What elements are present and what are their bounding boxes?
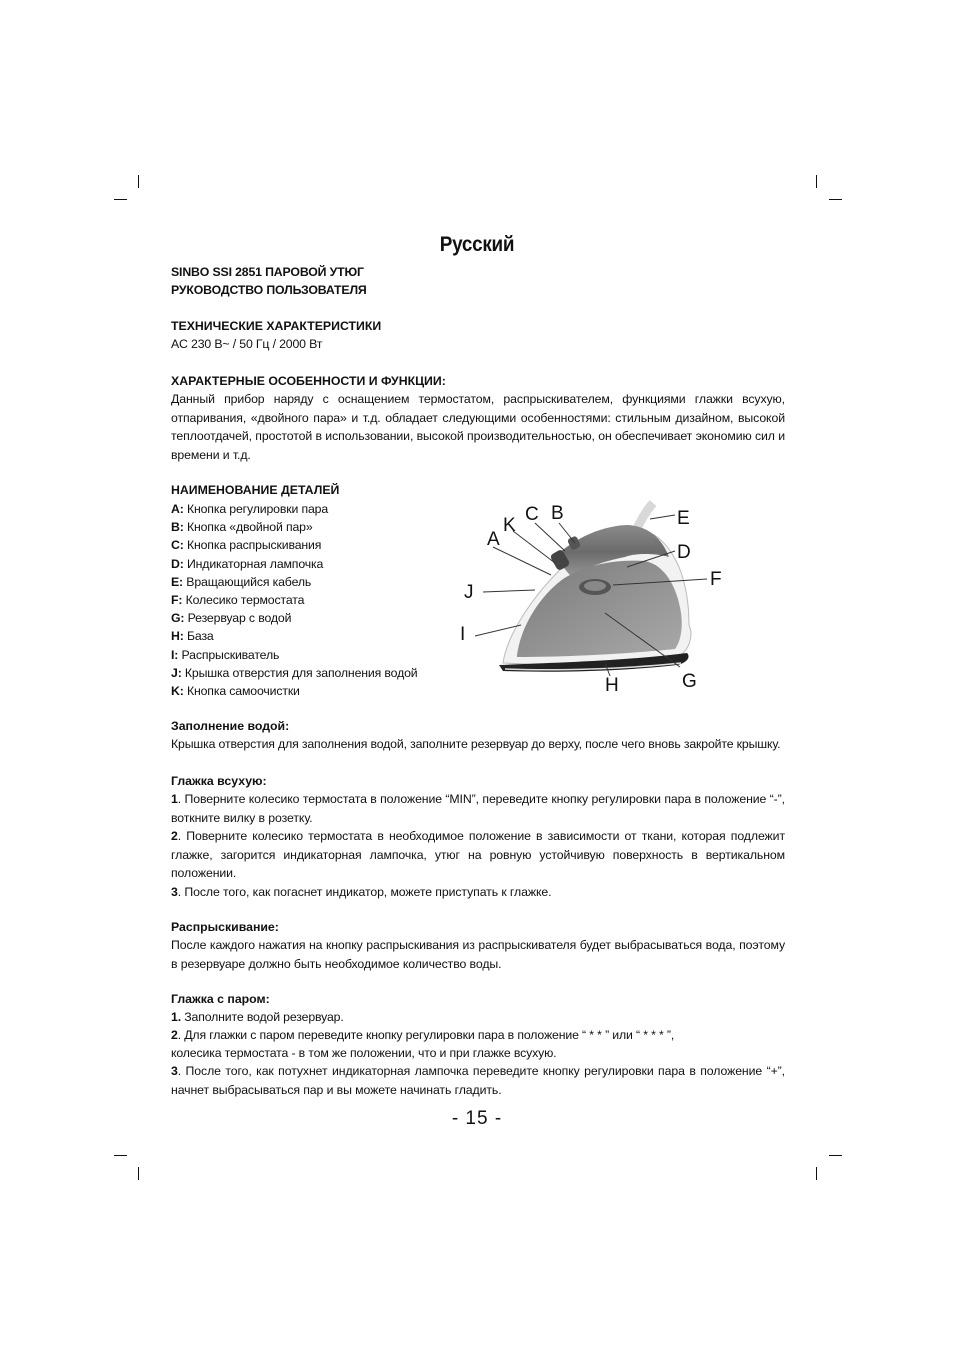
label-h: H <box>605 675 619 695</box>
steam-iron-diagram <box>455 495 765 695</box>
label-a: A <box>487 529 500 550</box>
dry-heading: Глажка всухую: <box>171 774 267 788</box>
specs-value: AC 230 В~ / 50 Гц / 2000 Вт <box>171 337 323 351</box>
parts-section <box>171 481 418 700</box>
dry-step-2: 2. Поверните колесико термостата в необходимое положение в зависимости от ткани, которая подлежит глажке, загорится индикаторная лампочка, утюг на ровную устойчивую поверхность в вертикальном положении. <box>171 829 785 880</box>
filling-heading: Заполнение водой: <box>171 719 290 733</box>
crop-mark <box>138 175 139 188</box>
specs-section <box>171 317 785 353</box>
label-g: G <box>682 671 697 692</box>
list-item: I: Распрыскиватель <box>171 647 280 662</box>
list-item: G: Резервуар с водой <box>171 611 292 626</box>
list-item: H: База <box>171 629 214 644</box>
document-header <box>171 263 785 299</box>
list-item: C: Кнопка распрыскивания <box>171 538 322 553</box>
list-item: J: Крышка отверстия для заполнения водой <box>171 665 418 680</box>
list-item: E: Вращающийся кабель <box>171 574 312 589</box>
label-k: K <box>503 515 516 536</box>
features-text: Данный прибор наряду с оснащением термостатом, распрыскивателем, функциями глажки всухую, отпаривания, «двойного пара» и т.д. обладает следующими особенностями: стильным дизайном, высокой теплоотдачей, простотой в использовании, высокой производительностью, он обеспечивает экономию сил и времени и т.д. <box>171 392 785 462</box>
label-e: E <box>677 508 690 529</box>
crop-mark <box>816 1167 817 1180</box>
steam-step-2: 2. Для глажки с паром переведите кнопку регулировки пара в положение “ * * ” или “ * * * ”, <box>171 1028 675 1042</box>
steam-step-3: 3. После того, как потухнет индикаторная лампочка переведите кнопку регулировки пара в положение “+”, начнет выбрасываться пар и вы можете начинать гладить. <box>171 1064 785 1097</box>
crop-mark <box>114 1155 127 1156</box>
crop-mark <box>816 175 817 188</box>
steam-step-2-cont: колесика термостата - в том же положении, что и при глажке всухую. <box>171 1046 557 1060</box>
crop-mark <box>829 1155 842 1156</box>
list-item: K: Кнопка самоочистки <box>171 684 300 699</box>
parts-heading: НАИМЕНОВАНИЕ ДЕТАЛЕЙ <box>171 483 340 497</box>
dry-step-1: 1. Поверните колесико термостата в положение “MIN”, переведите кнопку регулировки пара в положение “-”, воткните вилку в розетку. <box>171 792 785 825</box>
list-item: A: Кнопка регулировки пара <box>171 502 329 516</box>
label-i: I <box>460 624 466 645</box>
label-f: F <box>710 569 722 590</box>
water-tank <box>517 561 682 657</box>
crop-mark <box>829 199 842 200</box>
dry-ironing-section <box>171 772 785 901</box>
crop-mark <box>114 199 127 200</box>
spray-section <box>171 918 785 973</box>
steam-heading: Глажка с паром: <box>171 992 270 1006</box>
list-item: F: Колесико термостата <box>171 593 305 608</box>
spray-heading: Распрыскивание: <box>171 920 279 934</box>
crop-mark <box>138 1167 139 1180</box>
label-d: D <box>677 542 691 563</box>
product-title: SINBO SSI 2851 ПАРОВОЙ УТЮГ <box>171 265 364 279</box>
page-title: Русский <box>439 233 515 256</box>
dry-step-3: 3. После того, как погаснет индикатор, можете приступать к глажке. <box>171 884 552 899</box>
page-number: - 15 - <box>451 1108 503 1129</box>
specs-heading: ТЕХНИЧЕСКИЕ ХАРАКТЕРИСТИКИ <box>171 319 382 333</box>
features-heading: ХАРАКТЕРНЫЕ ОСОБЕННОСТИ И ФУНКЦИИ: <box>171 374 446 388</box>
filling-text: Крышка отверстия для заполнения водой, заполните резервуар до верху, после чего вновь закройте крышку. <box>171 737 781 751</box>
list-item: B: Кнопка «двойной пар» <box>171 520 313 535</box>
label-j: J <box>464 582 474 603</box>
manual-title: РУКОВОДСТВО ПОЛЬЗОВАТЕЛЯ <box>171 283 367 297</box>
steam-step-1: 1. Заполните водой резервуар. <box>171 1010 344 1024</box>
features-section <box>171 372 785 464</box>
filling-section <box>171 717 785 753</box>
label-c: C <box>525 504 539 525</box>
list-item: D: Индикаторная лампочка <box>171 556 324 571</box>
spray-text: После каждого нажатия на кнопку распрыскивания из распрыскивателя будет выбрасываться вода, поэтому в резервуаре должно быть необходимое количество воды. <box>171 938 785 971</box>
steam-ironing-section <box>171 990 785 1099</box>
label-b: B <box>551 503 564 524</box>
